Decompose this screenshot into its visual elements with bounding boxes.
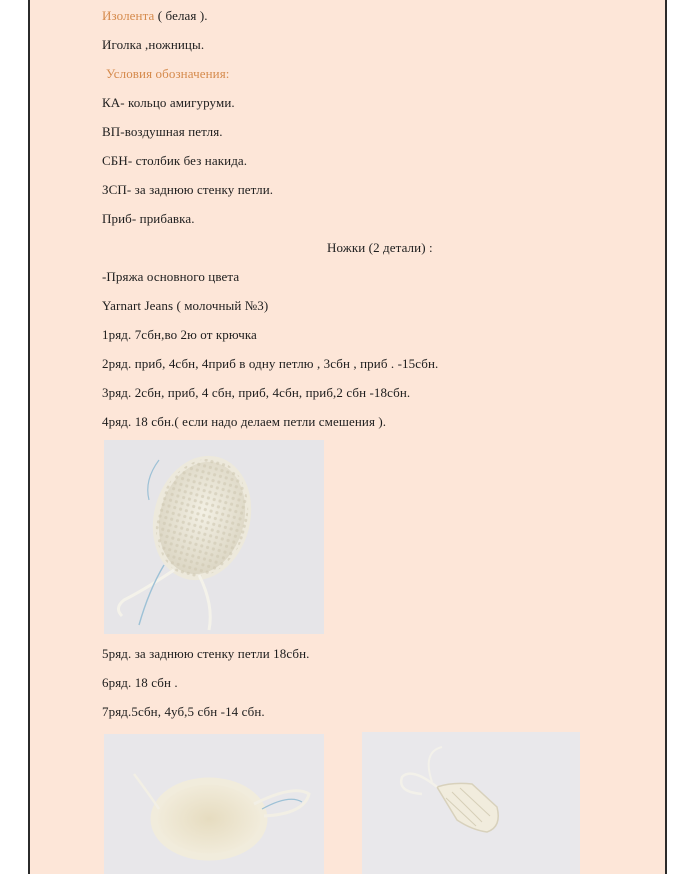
yarn-brand: Yarnart Jeans ( молочный №3) <box>102 298 269 313</box>
material-tape <box>102 8 208 24</box>
legend-item: СБН- столбик без накида. <box>102 153 248 168</box>
yarn-label: -Пряжа основного цвета <box>102 269 240 284</box>
legend-heading: Условия обозначения: <box>106 66 230 81</box>
row-instruction: 2ряд. приб, 4сбн, 4приб в одну петлю , 3сбн , приб . -15сбн. <box>102 356 439 371</box>
photo-crochet-flat <box>104 734 324 874</box>
legend-item: Приб- прибавка. <box>102 211 195 226</box>
row-instruction: 4ряд. 18 сбн.( если надо делаем петли смешения ). <box>102 414 387 429</box>
material-tools: Иголка ,ножницы. <box>102 37 205 52</box>
row-instruction: 3ряд. 2сбн, приб, 4 сбн, приб, 4сбн, приб,2 сбн -18сбн. <box>102 385 411 400</box>
row-instruction: 1ряд. 7сбн,во 2ю от крючка <box>102 327 257 342</box>
document-page <box>28 0 667 874</box>
row-instruction: 6ряд. 18 сбн . <box>102 675 178 690</box>
material-tape-name: Изолента <box>102 8 155 23</box>
photo-crochet-leg <box>362 732 580 874</box>
legend-item: ВП-воздушная петля. <box>102 124 223 139</box>
row-instruction: 5ряд. за заднюю стенку петли 18сбн. <box>102 646 310 661</box>
photo-crochet-oval <box>104 440 324 634</box>
material-tape-desc: ( белая ). <box>154 8 208 23</box>
section-title: Ножки (2 детали) : <box>327 240 433 255</box>
row-instruction: 7ряд.5сбн, 4уб,5 сбн -14 сбн. <box>102 704 265 719</box>
legend-item: ЗСП- за заднюю стенку петли. <box>102 182 274 197</box>
legend-item: КА- кольцо амигуруми. <box>102 95 235 110</box>
